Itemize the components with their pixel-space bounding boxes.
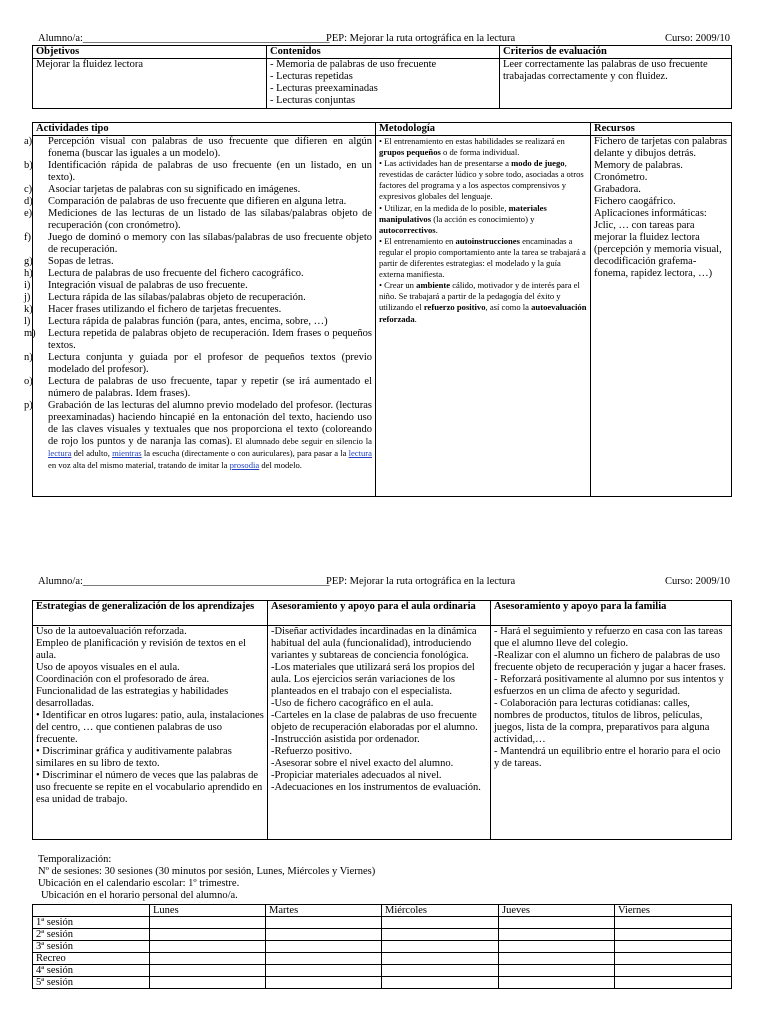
list-item: - Hará el seguimiento y refuerzo en casa con las tareas que el alumno lleve del colegio. <box>494 626 723 649</box>
schedule-text: Ubicación en el horario personal del alumno/a. <box>41 890 238 901</box>
list-item: -Instrucción asistida por ordenador. <box>271 734 420 745</box>
note-text: El alumnado debe seguir en silencio la <box>235 436 372 446</box>
calendar-text: Ubicación en el calendario escolar: 1º trimestre. <box>38 878 240 889</box>
session-label: Recreo <box>33 953 150 965</box>
activity-text: Integración visual de palabras de uso frecuente. <box>48 280 248 291</box>
activity-item <box>24 328 372 352</box>
list-item: Funcionalidad de las estrategias y habilidades desarrolladas. <box>36 686 229 709</box>
list-item: Empleo de planificación y revisión de textos en el aula. <box>36 638 246 661</box>
pep-title: PEP: Mejorar la ruta ortográfica en la lectura <box>326 576 516 587</box>
schedule-cell[interactable] <box>499 917 615 929</box>
activity-text: Lectura conjunta y guiada por el profesor de pequeños textos (previo modelado del profesor). <box>48 352 372 375</box>
activity-letter: i) <box>24 280 31 291</box>
methodology-text: • El entrenamiento en estas habilidades se realizará en <box>379 136 565 146</box>
activity-text: Lectura de palabras de uso frecuente, tapar y repetir (se irá aumentado el número de palabras. Idem frases). <box>48 376 372 399</box>
activity-text: Hacer frases utilizando el fichero de tarjetas frecuentes. <box>48 304 282 315</box>
schedule-table <box>32 904 732 989</box>
column-header: Metodología <box>376 123 591 136</box>
schedule-cell[interactable] <box>499 953 615 965</box>
emphasis-text: autoevaluación reforzada <box>379 302 587 324</box>
resources-cell <box>591 136 732 497</box>
column-header: Jueves <box>499 905 615 917</box>
activity-letter: m) <box>24 328 36 339</box>
column-header: Miércoles <box>382 905 499 917</box>
strategies-cell <box>33 626 268 840</box>
list-item: Aplicaciones informáticas: Jclic, … con tareas para mejorar la fluidez lectora (percepción y memoria visual, decodificación grafema-fonema, rapidez lectora, …) <box>594 208 722 279</box>
list-item: Coordinación con el profesorado de área. <box>36 674 210 685</box>
column-header: Estrategias de generalización de los aprendizajes <box>33 601 268 626</box>
schedule-cell[interactable] <box>266 941 382 953</box>
column-header: Martes <box>266 905 382 917</box>
schedule-row <box>33 917 732 929</box>
schedule-cell[interactable] <box>150 941 266 953</box>
activity-item <box>24 292 372 304</box>
session-label: 4ª sesión <box>33 965 150 977</box>
emphasis-text: modo de juego <box>511 158 565 169</box>
activity-text: Identificación rápida de palabras de uso frecuente (en un listado, en un texto). <box>48 160 372 183</box>
methodology-text: , revestidas de carácter lúdico y sobre todo, asociadas a otros factores del programa y a los aspectos comprensivos y expresivos globales del lenguaje. <box>379 158 584 202</box>
list-item: Fichero de tarjetas con palabras delante y dibujos detrás. <box>594 136 727 159</box>
activity-item <box>24 232 372 256</box>
schedule-cell[interactable] <box>382 953 499 965</box>
methodology-item <box>379 236 587 280</box>
methodology-item <box>379 136 587 158</box>
objectives-table <box>32 45 732 109</box>
activity-text: Sopas de letras. <box>48 256 114 267</box>
activity-letter: d) <box>24 196 33 207</box>
activity-item <box>24 196 372 208</box>
student-name-label: Alumno/a:_______________________________________________ <box>38 576 330 587</box>
schedule-row <box>33 965 732 977</box>
sessions-text: Nº de sesiones: 30 sesiones (30 minutos por sesión, Lunes, Miércoles y Viernes) <box>38 866 376 877</box>
activity-letter: c) <box>24 184 33 195</box>
classroom-cell <box>268 626 491 840</box>
activity-letter: a) <box>24 136 33 147</box>
list-item: - Memoria de palabras de uso frecuente <box>270 59 437 70</box>
activity-text: Asociar tarjetas de palabras con su significado en imágenes. <box>48 184 301 195</box>
column-header: Actividades tipo <box>33 123 376 136</box>
contents-cell <box>267 59 500 109</box>
methodology-text: cálido, motivador y de interés para el niño. Se trabajará a partir de la pedagogía del éxito y utilizando el <box>379 280 580 313</box>
table-header-row <box>33 601 732 626</box>
schedule-cell[interactable] <box>499 929 615 941</box>
activity-text: Lectura repetida de palabras objeto de recuperación. Idem frases o pequeños textos. <box>48 328 372 351</box>
emphasis-text: autoinstrucciones <box>455 235 520 246</box>
timing-title: Temporalización: <box>38 854 112 865</box>
schedule-cell[interactable] <box>615 965 732 977</box>
list-item: Uso de la autoevaluación reforzada. <box>36 626 187 637</box>
activity-text: Comparación de palabras de uso frecuente que difieren en alguna letra. <box>48 196 347 207</box>
activity-text: Lectura rápida de las sílabas/palabras objeto de recuperación. <box>48 292 306 303</box>
methodology-text: • Las actividades han de presentarse a <box>379 158 512 169</box>
list-item: - Mantendrá un equilibrio entre el horario para el ocio y de tareas. <box>494 746 721 769</box>
criteria-cell: Leer correctamente las palabras de uso frecuente trabajadas correctamente y con fluidez. <box>500 59 732 109</box>
strategies-table <box>32 600 732 840</box>
activity-letter: f) <box>24 232 31 243</box>
methodology-cell <box>376 136 591 497</box>
schedule-cell[interactable] <box>382 929 499 941</box>
methodology-text: encaminadas a regular el propio comportamiento ante la tarea se trabajará a partir de diferentes estrategias: el modelado y la guía externa manifiesta. <box>379 235 586 280</box>
emphasis-text: materiales manipulativos <box>379 202 547 224</box>
activity-letter: o) <box>24 376 33 387</box>
methodology-text: . <box>435 224 438 235</box>
activity-text: Grabación de las lecturas del alumno previo modelado del profesor. (lecturas preexaminadas) haciendo hincapié en la entonación del texto, haciendo uso de las claves visuales y textuales que nos proporciona el texto (coloreando de rojo los puntos y de naranja las comas). <box>48 400 372 447</box>
course-label: Curso: 2009/10 <box>664 576 730 587</box>
schedule-row <box>33 977 732 989</box>
student-name-label: Alumno/a:_______________________________________________ <box>38 33 330 44</box>
activity-item <box>24 316 372 328</box>
activities-table <box>24 122 732 497</box>
schedule-cell[interactable] <box>382 917 499 929</box>
session-label: 2ª sesión <box>33 929 150 941</box>
objective-cell: Mejorar la fluidez lectora <box>33 59 267 109</box>
schedule-cell[interactable] <box>615 917 732 929</box>
schedule-cell[interactable] <box>150 977 266 989</box>
list-item: -Diseñar actividades incardinadas en la dinámica habitual del aula (funcionalidad), introduciendo variantes y subtareas de conciencia fonológica. <box>271 626 477 661</box>
activity-item <box>24 268 372 280</box>
emphasis-text: grupos pequeños <box>379 147 441 158</box>
schedule-cell[interactable] <box>615 953 732 965</box>
activity-text: Lectura rápida de palabras función (para, antes, encima, sobre, …) <box>48 316 328 327</box>
column-header: Asesoramiento y apoyo para el aula ordinaria <box>268 601 491 626</box>
page-header <box>38 576 730 590</box>
list-item: • Discriminar el número de veces que las palabras de uso frecuente se repite en el vocabulario aprendido en esa unidad de trabajo. <box>36 770 263 805</box>
table-header-row <box>33 46 732 59</box>
table-row <box>33 136 732 497</box>
list-item: -Propiciar materiales adecuados al nivel. <box>271 770 442 781</box>
methodology-text: o de forma individual. <box>440 147 520 158</box>
methodology-item <box>379 158 587 202</box>
schedule-cell[interactable] <box>266 953 382 965</box>
schedule-cell[interactable] <box>150 929 266 941</box>
schedule-cell[interactable] <box>382 941 499 953</box>
activity-item <box>24 160 372 184</box>
session-label: 1ª sesión <box>33 917 150 929</box>
activity-item <box>24 304 372 316</box>
list-item: Fichero caogáfrico. <box>594 196 676 207</box>
emphasis-text: ambiente <box>416 280 451 291</box>
list-item: -Uso de fichero cacográfico en el aula. <box>271 698 434 709</box>
activities-cell <box>24 136 376 497</box>
pep-title: PEP: Mejorar la ruta ortográfica en la lectura <box>326 33 516 44</box>
column-header: Lunes <box>150 905 266 917</box>
methodology-text: • Utilizar, en la medida de lo posible, <box>379 202 509 213</box>
column-header: Viernes <box>615 905 732 917</box>
timing-section <box>38 854 375 902</box>
activity-letter: h) <box>24 268 33 279</box>
activity-letter: l) <box>24 316 31 327</box>
schedule-cell[interactable] <box>150 965 266 977</box>
list-item: - Lecturas repetidas <box>270 71 353 82</box>
schedule-cell[interactable] <box>266 917 382 929</box>
activity-text: Lectura de palabras de uso frecuente del fichero cacográfico. <box>48 268 304 279</box>
activity-letter: k) <box>24 304 33 315</box>
methodology-list <box>379 136 587 325</box>
methodology-text: . <box>414 313 417 324</box>
table-header-row <box>33 905 732 917</box>
activity-letter: b) <box>24 160 33 171</box>
activity-letter: p) <box>24 400 33 411</box>
schedule-cell[interactable] <box>266 965 382 977</box>
list-item: • Identificar en otros lugares: patio, aula, instalaciones del centro, … que contienen palabras de uso frecuente. <box>36 710 264 745</box>
methodology-text: , así como la <box>485 302 532 313</box>
methodology-text: • El entrenamiento en <box>379 235 456 246</box>
activity-letter: g) <box>24 256 33 267</box>
schedule-cell[interactable] <box>499 977 615 989</box>
list-item: - Colaboración para lecturas cotidianas: calles, nombres de productos, títulos de libros, películas, juegos, lista de la compra, preparativos para alguna actividad,… <box>494 698 710 745</box>
activity-text: Mediciones de las lecturas de un listado de las sílabas/palabras objeto de recuperación (con cronómetro). <box>48 208 372 231</box>
session-label: 5ª sesión <box>33 977 150 989</box>
activity-letter: j) <box>24 292 31 303</box>
list-item: -Realizar con el alumno un fichero de palabras de uso frecuente objeto de recuperación y jugar a hacer frases. <box>494 650 726 673</box>
activity-item <box>24 256 372 268</box>
table-row <box>33 59 732 109</box>
methodology-text: • Crear un <box>379 280 417 291</box>
activity-item <box>24 376 372 400</box>
activity-item <box>24 184 372 196</box>
schedule-cell[interactable] <box>150 953 266 965</box>
note-text: del modelo. <box>259 460 302 470</box>
session-label: 3ª sesión <box>33 941 150 953</box>
list-item: - Lecturas preexaminadas <box>270 83 378 94</box>
schedule-cell[interactable] <box>150 917 266 929</box>
activity-item <box>24 400 372 472</box>
schedule-row <box>33 929 732 941</box>
list-item: -Los materiales que utilizará será los propios del aula. Los ejercicios serán variaciones de los planteados en el trabajo con el especialista. <box>271 662 475 697</box>
methodology-item <box>379 203 587 236</box>
glossary-link[interactable]: lectura <box>48 448 72 458</box>
schedule-row <box>33 953 732 965</box>
activity-item <box>24 280 372 292</box>
methodology-item <box>379 280 587 324</box>
schedule-cell[interactable] <box>499 965 615 977</box>
column-header: Objetivos <box>33 46 267 59</box>
schedule-cell[interactable] <box>382 977 499 989</box>
glossary-link[interactable]: lectura <box>348 448 372 458</box>
activity-item <box>24 208 372 232</box>
column-header: Asesoramiento y apoyo para la familia <box>491 601 732 626</box>
activity-list <box>24 136 372 472</box>
activity-letter: e) <box>24 208 33 219</box>
column-header: Recursos <box>591 123 732 136</box>
glossary-link[interactable]: mientras <box>112 448 142 458</box>
list-item: -Adecuaciones en los instrumentos de evaluación. <box>271 782 481 793</box>
activity-letter: n) <box>24 352 33 363</box>
schedule-cell[interactable] <box>382 965 499 977</box>
emphasis-text: refuerzo positivo <box>423 302 486 313</box>
schedule-cell[interactable] <box>615 977 732 989</box>
column-header: Contenidos <box>267 46 500 59</box>
activity-item <box>24 352 372 376</box>
list-item: - Reforzará positivamente al alumno por sus intentos y esfuerzos en un clima de afecto y seguridad. <box>494 674 724 697</box>
list-item: -Refuerzo positivo. <box>271 746 353 757</box>
schedule-cell[interactable] <box>499 941 615 953</box>
schedule-cell[interactable] <box>615 941 732 953</box>
schedule-cell[interactable] <box>266 977 382 989</box>
family-cell <box>491 626 732 840</box>
list-item: -Carteles en la clase de palabras de uso frecuente objeto de recuperación elaboradas por el alumno. <box>271 710 478 733</box>
emphasis-text: autocorrectivos <box>379 224 436 235</box>
schedule-cell[interactable] <box>615 929 732 941</box>
column-header <box>33 905 150 917</box>
activity-text: Percepción visual con palabras de uso frecuente que difieren en algún fonema (buscar las iguales a un modelo). <box>48 136 372 159</box>
methodology-text: (la acción es conocimiento) y <box>431 213 535 224</box>
table-row <box>33 626 732 840</box>
schedule-row <box>33 941 732 953</box>
glossary-link[interactable]: prosodia <box>229 460 260 470</box>
table-header-row <box>33 123 732 136</box>
activity-item <box>24 136 372 160</box>
list-item: Memory de palabras. <box>594 160 683 171</box>
list-item: -Asesorar sobre el nivel exacto del alumno. <box>271 758 454 769</box>
list-item: • Discriminar gráfica y auditivamente palabras similares en su libro de texto. <box>36 746 232 769</box>
list-item: Uso de apoyos visuales en el aula. <box>36 662 180 673</box>
list-item: Cronómetro. <box>594 172 648 183</box>
note-text: del adulto, <box>71 448 113 458</box>
activity-text: Juego de dominó o memory con las sílabas/palabras de uso frecuente objeto de recuperación. <box>48 232 372 255</box>
course-label: Curso: 2009/10 <box>664 33 730 44</box>
schedule-cell[interactable] <box>266 929 382 941</box>
column-header: Criterios de evaluación <box>500 46 732 59</box>
list-item: - Lecturas conjuntas <box>270 95 356 106</box>
list-item: Grabadora. <box>594 184 641 195</box>
note-text: en voz alta del mismo material, tratando de imitar la <box>48 460 230 470</box>
note-text: la escucha (directamente o con auriculares), para pasar a la <box>141 448 349 458</box>
